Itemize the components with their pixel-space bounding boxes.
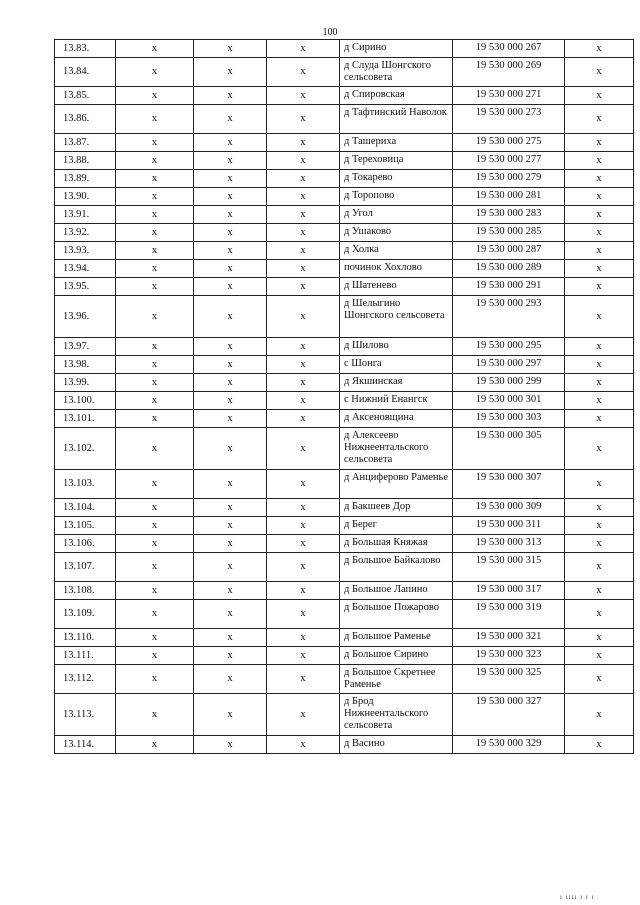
mark-cell: x xyxy=(267,105,340,134)
mark-cell: x xyxy=(267,582,340,600)
table-row xyxy=(55,134,634,152)
row-number: 13.85. xyxy=(55,87,116,105)
oktmo-code: 19 530 000 295 xyxy=(453,338,565,356)
mark-cell: x xyxy=(267,134,340,152)
oktmo-code: 19 530 000 291 xyxy=(453,278,565,296)
mark-cell: x xyxy=(267,40,340,58)
table-row xyxy=(55,647,634,665)
row-number: 13.112. xyxy=(55,665,116,694)
mark-cell: x xyxy=(194,356,267,374)
row-number: 13.96. xyxy=(55,296,116,338)
row-number: 13.98. xyxy=(55,356,116,374)
mark-cell: x xyxy=(194,374,267,392)
table-row xyxy=(55,694,634,736)
oktmo-code: 19 530 000 267 xyxy=(453,40,565,58)
table-row xyxy=(55,40,634,58)
oktmo-code: 19 530 000 289 xyxy=(453,260,565,278)
table-row xyxy=(55,535,634,553)
mark-cell: x xyxy=(565,694,634,736)
settlement-name: д Шатенево xyxy=(340,278,453,296)
table-row xyxy=(55,517,634,535)
oktmo-code: 19 530 000 269 xyxy=(453,58,565,87)
mark-cell: x xyxy=(194,665,267,694)
mark-cell: x xyxy=(565,134,634,152)
oktmo-code: 19 530 000 281 xyxy=(453,188,565,206)
mark-cell: x xyxy=(194,392,267,410)
mark-cell: x xyxy=(116,470,194,499)
mark-cell: x xyxy=(194,296,267,338)
settlements-table xyxy=(54,39,634,754)
table-row xyxy=(55,338,634,356)
mark-cell: x xyxy=(565,736,634,754)
mark-cell: x xyxy=(116,410,194,428)
mark-cell: x xyxy=(194,694,267,736)
settlement-name: д Васино xyxy=(340,736,453,754)
mark-cell: x xyxy=(194,647,267,665)
mark-cell: x xyxy=(267,170,340,188)
mark-cell: x xyxy=(267,629,340,647)
mark-cell: x xyxy=(565,206,634,224)
mark-cell: x xyxy=(565,40,634,58)
row-number: 13.106. xyxy=(55,535,116,553)
mark-cell: x xyxy=(116,428,194,470)
table-row xyxy=(55,665,634,694)
oktmo-code: 19 530 000 305 xyxy=(453,428,565,470)
row-number: 13.114. xyxy=(55,736,116,754)
mark-cell: x xyxy=(565,470,634,499)
mark-cell: x xyxy=(267,736,340,754)
settlement-name: д Спировская xyxy=(340,87,453,105)
settlement-name: д Большое Пожарово xyxy=(340,600,453,629)
oktmo-code: 19 530 000 285 xyxy=(453,224,565,242)
mark-cell: x xyxy=(194,260,267,278)
oktmo-code: 19 530 000 321 xyxy=(453,629,565,647)
oktmo-code: 19 530 000 271 xyxy=(453,87,565,105)
mark-cell: x xyxy=(116,188,194,206)
mark-cell: x xyxy=(565,170,634,188)
mark-cell: x xyxy=(116,535,194,553)
settlement-name: д Угол xyxy=(340,206,453,224)
row-number: 13.113. xyxy=(55,694,116,736)
row-number: 13.99. xyxy=(55,374,116,392)
oktmo-code: 19 530 000 317 xyxy=(453,582,565,600)
oktmo-code: 19 530 000 323 xyxy=(453,647,565,665)
mark-cell: x xyxy=(267,665,340,694)
mark-cell: x xyxy=(267,374,340,392)
mark-cell: x xyxy=(565,582,634,600)
settlement-name: д Ушаково xyxy=(340,224,453,242)
settlement-name: д Шелыгино Шонгского сельсовета xyxy=(340,296,453,338)
mark-cell: x xyxy=(565,553,634,582)
mark-cell: x xyxy=(267,338,340,356)
settlement-name: д Аксеновщина xyxy=(340,410,453,428)
mark-cell: x xyxy=(116,40,194,58)
mark-cell: x xyxy=(116,665,194,694)
settlement-name: д Ташериха xyxy=(340,134,453,152)
settlement-name: д Торопово xyxy=(340,188,453,206)
mark-cell: x xyxy=(194,499,267,517)
mark-cell: x xyxy=(116,736,194,754)
oktmo-code: 19 530 000 319 xyxy=(453,600,565,629)
table-row xyxy=(55,392,634,410)
row-number: 13.108. xyxy=(55,582,116,600)
oktmo-code: 19 530 000 277 xyxy=(453,152,565,170)
settlement-name: д Большое Скретнее Раменье xyxy=(340,665,453,694)
mark-cell: x xyxy=(194,517,267,535)
oktmo-code: 19 530 000 307 xyxy=(453,470,565,499)
row-number: 13.83. xyxy=(55,40,116,58)
mark-cell: x xyxy=(194,338,267,356)
settlement-name: починок Хохлово xyxy=(340,260,453,278)
oktmo-code: 19 530 000 297 xyxy=(453,356,565,374)
mark-cell: x xyxy=(565,517,634,535)
mark-cell: x xyxy=(194,410,267,428)
settlement-name: с Нижний Енангск xyxy=(340,392,453,410)
settlement-name: д Большая Княжая xyxy=(340,535,453,553)
oktmo-code: 19 530 000 275 xyxy=(453,134,565,152)
settlement-name: д Большое Байкалово xyxy=(340,553,453,582)
table-row xyxy=(55,600,634,629)
mark-cell: x xyxy=(116,647,194,665)
mark-cell: x xyxy=(267,242,340,260)
row-number: 13.93. xyxy=(55,242,116,260)
mark-cell: x xyxy=(267,600,340,629)
mark-cell: x xyxy=(116,206,194,224)
mark-cell: x xyxy=(194,206,267,224)
mark-cell: x xyxy=(116,517,194,535)
row-number: 13.105. xyxy=(55,517,116,535)
mark-cell: x xyxy=(267,278,340,296)
table-row xyxy=(55,356,634,374)
row-number: 13.103. xyxy=(55,470,116,499)
mark-cell: x xyxy=(194,87,267,105)
mark-cell: x xyxy=(565,356,634,374)
mark-cell: x xyxy=(194,224,267,242)
row-number: 13.88. xyxy=(55,152,116,170)
mark-cell: x xyxy=(116,392,194,410)
table-row xyxy=(55,582,634,600)
mark-cell: x xyxy=(565,374,634,392)
row-number: 13.107. xyxy=(55,553,116,582)
mark-cell: x xyxy=(565,665,634,694)
mark-cell: x xyxy=(267,410,340,428)
oktmo-code: 19 530 000 283 xyxy=(453,206,565,224)
mark-cell: x xyxy=(565,410,634,428)
oktmo-code: 19 530 000 315 xyxy=(453,553,565,582)
oktmo-code: 19 530 000 301 xyxy=(453,392,565,410)
mark-cell: x xyxy=(194,134,267,152)
settlement-name: д Бакшеев Дор xyxy=(340,499,453,517)
settlement-name: д Тереховица xyxy=(340,152,453,170)
mark-cell: x xyxy=(194,600,267,629)
mark-cell: x xyxy=(565,392,634,410)
mark-cell: x xyxy=(194,105,267,134)
oktmo-code: 19 530 000 273 xyxy=(453,105,565,134)
mark-cell: x xyxy=(565,260,634,278)
row-number: 13.102. xyxy=(55,428,116,470)
mark-cell: x xyxy=(116,105,194,134)
mark-cell: x xyxy=(116,278,194,296)
mark-cell: x xyxy=(267,206,340,224)
settlement-name: д Брод Нижнеентальского сельсовета xyxy=(340,694,453,736)
table-row xyxy=(55,374,634,392)
table-row xyxy=(55,410,634,428)
oktmo-code: 19 530 000 311 xyxy=(453,517,565,535)
settlement-name: д Тафтинский Наволок xyxy=(340,105,453,134)
mark-cell: x xyxy=(267,553,340,582)
mark-cell: x xyxy=(565,296,634,338)
table-row xyxy=(55,260,634,278)
mark-cell: x xyxy=(116,338,194,356)
oktmo-code: 19 530 000 279 xyxy=(453,170,565,188)
mark-cell: x xyxy=(565,58,634,87)
row-number: 13.101. xyxy=(55,410,116,428)
table-row xyxy=(55,188,634,206)
oktmo-code: 19 530 000 299 xyxy=(453,374,565,392)
settlement-name: д Холка xyxy=(340,242,453,260)
row-number: 13.100. xyxy=(55,392,116,410)
settlement-name: д Шилово xyxy=(340,338,453,356)
table-row xyxy=(55,206,634,224)
mark-cell: x xyxy=(116,224,194,242)
mark-cell: x xyxy=(267,188,340,206)
mark-cell: x xyxy=(565,152,634,170)
table-row xyxy=(55,736,634,754)
mark-cell: x xyxy=(116,356,194,374)
mark-cell: x xyxy=(267,392,340,410)
mark-cell: x xyxy=(267,58,340,87)
settlement-name: д Алексеево Нижнеентальского сельсовета xyxy=(340,428,453,470)
mark-cell: x xyxy=(565,499,634,517)
row-number: 13.91. xyxy=(55,206,116,224)
mark-cell: x xyxy=(565,629,634,647)
table-row xyxy=(55,87,634,105)
row-number: 13.84. xyxy=(55,58,116,87)
mark-cell: x xyxy=(267,535,340,553)
mark-cell: x xyxy=(116,170,194,188)
mark-cell: x xyxy=(194,152,267,170)
oktmo-code: 19 530 000 329 xyxy=(453,736,565,754)
mark-cell: x xyxy=(116,58,194,87)
mark-cell: x xyxy=(116,582,194,600)
mark-cell: x xyxy=(267,499,340,517)
mark-cell: x xyxy=(565,338,634,356)
table-row xyxy=(55,58,634,87)
settlement-name: д Якшинская xyxy=(340,374,453,392)
mark-cell: x xyxy=(116,134,194,152)
mark-cell: x xyxy=(565,224,634,242)
table-row xyxy=(55,470,634,499)
mark-cell: x xyxy=(267,87,340,105)
row-number: 13.90. xyxy=(55,188,116,206)
table-row xyxy=(55,278,634,296)
settlement-name: д Берег xyxy=(340,517,453,535)
oktmo-code: 19 530 000 287 xyxy=(453,242,565,260)
mark-cell: x xyxy=(267,296,340,338)
mark-cell: x xyxy=(267,152,340,170)
table-row xyxy=(55,499,634,517)
mark-cell: x xyxy=(116,629,194,647)
row-number: 13.89. xyxy=(55,170,116,188)
oktmo-code: 19 530 000 325 xyxy=(453,665,565,694)
mark-cell: x xyxy=(194,582,267,600)
mark-cell: x xyxy=(267,470,340,499)
mark-cell: x xyxy=(194,553,267,582)
oktmo-code: 19 530 000 293 xyxy=(453,296,565,338)
table-row xyxy=(55,629,634,647)
row-number: 13.92. xyxy=(55,224,116,242)
mark-cell: x xyxy=(267,260,340,278)
table-row xyxy=(55,170,634,188)
mark-cell: x xyxy=(565,188,634,206)
mark-cell: x xyxy=(194,58,267,87)
row-number: 13.97. xyxy=(55,338,116,356)
mark-cell: x xyxy=(267,517,340,535)
mark-cell: x xyxy=(565,278,634,296)
mark-cell: x xyxy=(565,242,634,260)
row-number: 13.95. xyxy=(55,278,116,296)
settlement-name: д Сирино xyxy=(340,40,453,58)
row-number: 13.111. xyxy=(55,647,116,665)
row-number: 13.110. xyxy=(55,629,116,647)
mark-cell: x xyxy=(267,428,340,470)
mark-cell: x xyxy=(116,260,194,278)
table-row xyxy=(55,242,634,260)
mark-cell: x xyxy=(194,278,267,296)
mark-cell: x xyxy=(194,470,267,499)
mark-cell: x xyxy=(194,629,267,647)
table-row xyxy=(55,224,634,242)
row-number: 13.87. xyxy=(55,134,116,152)
mark-cell: x xyxy=(194,428,267,470)
row-number: 13.109. xyxy=(55,600,116,629)
oktmo-code: 19 530 000 327 xyxy=(453,694,565,736)
settlement-name: д Большое Сирино xyxy=(340,647,453,665)
table-row xyxy=(55,152,634,170)
mark-cell: x xyxy=(116,553,194,582)
table-row xyxy=(55,553,634,582)
page-number: 100 xyxy=(322,27,338,38)
scan-marks: ı ıııı ı ı ı xyxy=(560,893,595,901)
mark-cell: x xyxy=(194,170,267,188)
mark-cell: x xyxy=(116,499,194,517)
oktmo-code: 19 530 000 303 xyxy=(453,410,565,428)
mark-cell: x xyxy=(565,105,634,134)
mark-cell: x xyxy=(116,296,194,338)
oktmo-code: 19 530 000 313 xyxy=(453,535,565,553)
settlement-name: д Большое Лапино xyxy=(340,582,453,600)
mark-cell: x xyxy=(116,600,194,629)
mark-cell: x xyxy=(116,87,194,105)
mark-cell: x xyxy=(565,600,634,629)
mark-cell: x xyxy=(267,356,340,374)
settlement-name: д Анциферово Раменье xyxy=(340,470,453,499)
mark-cell: x xyxy=(194,736,267,754)
mark-cell: x xyxy=(116,242,194,260)
settlement-name: д Слуда Шонгского сельсовета xyxy=(340,58,453,87)
mark-cell: x xyxy=(565,647,634,665)
table-row xyxy=(55,296,634,338)
row-number: 13.94. xyxy=(55,260,116,278)
oktmo-code: 19 530 000 309 xyxy=(453,499,565,517)
mark-cell: x xyxy=(194,188,267,206)
settlement-name: с Шонга xyxy=(340,356,453,374)
mark-cell: x xyxy=(116,152,194,170)
mark-cell: x xyxy=(565,87,634,105)
mark-cell: x xyxy=(267,647,340,665)
mark-cell: x xyxy=(565,428,634,470)
row-number: 13.86. xyxy=(55,105,116,134)
table-row xyxy=(55,428,634,470)
mark-cell: x xyxy=(267,694,340,736)
mark-cell: x xyxy=(565,535,634,553)
table-row xyxy=(55,105,634,134)
mark-cell: x xyxy=(267,224,340,242)
mark-cell: x xyxy=(194,242,267,260)
mark-cell: x xyxy=(116,694,194,736)
settlement-name: д Токарево xyxy=(340,170,453,188)
row-number: 13.104. xyxy=(55,499,116,517)
mark-cell: x xyxy=(194,535,267,553)
settlement-name: д Большое Раменье xyxy=(340,629,453,647)
mark-cell: x xyxy=(194,40,267,58)
mark-cell: x xyxy=(116,374,194,392)
